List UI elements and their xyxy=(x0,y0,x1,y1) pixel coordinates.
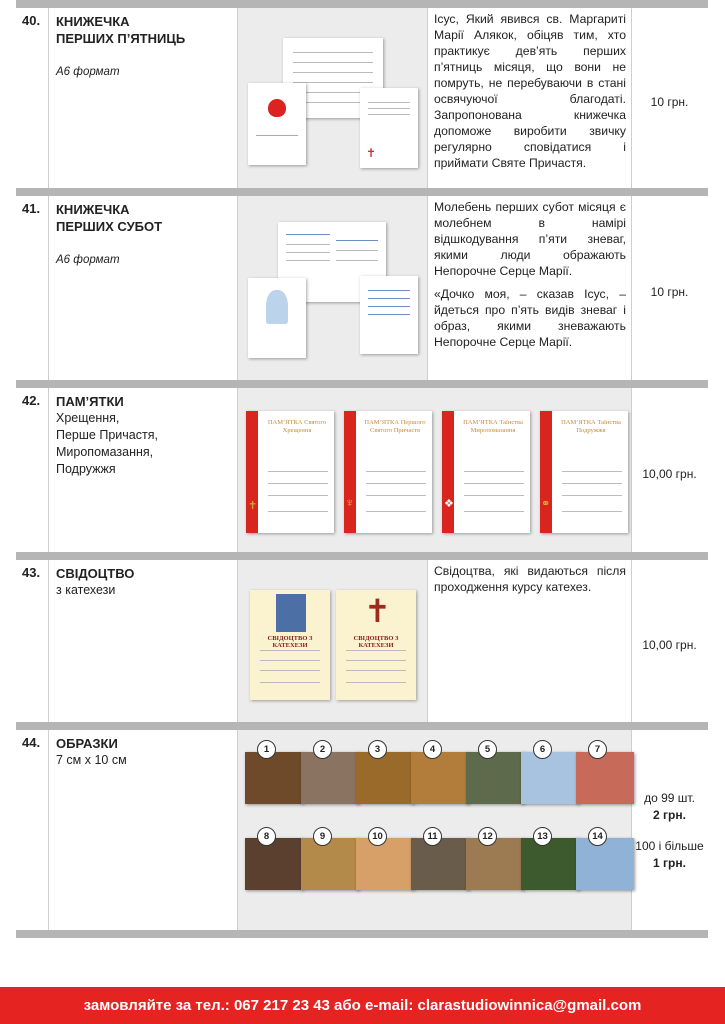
item-row-42 xyxy=(16,388,708,552)
icon-card-saint xyxy=(466,838,524,890)
item-price: 10,00 грн. xyxy=(642,467,697,481)
icon-card-sorrowful-mother xyxy=(245,838,303,890)
memo-card: ПАМ’ЯТКА Першого Святого Причастя ♆ xyxy=(344,411,432,533)
item-price: 10,00 грн. xyxy=(642,638,697,652)
icon-number-badge: 11 xyxy=(423,827,442,846)
row-separator xyxy=(16,722,708,730)
item-row-40 xyxy=(16,8,708,188)
icon-number-badge: 6 xyxy=(533,740,552,759)
item-title: ОБРАЗКИ 7 см х 10 см xyxy=(56,736,127,767)
icon-card-sacred-heart xyxy=(301,752,359,804)
item-title: КНИЖЕЧКА ПЕРШИХ СУБОТ xyxy=(56,202,163,234)
icon-number-badge: 5 xyxy=(478,740,497,759)
row-separator xyxy=(16,552,708,560)
item-description: Молебень перших субот місяця є молебнем в намірі відшкодування п’яти зневаг, якими люди ображають Непорочне Серце Марії. «Дочко моя, – сказав Ісус, – йдеться про п’ять видів зневаг і образ, якими зневажають Непорочне Серце Марії. xyxy=(434,200,626,349)
sacred-heart-icon xyxy=(268,99,286,117)
product-image xyxy=(238,730,631,930)
icon-card-padre-pio xyxy=(521,838,579,890)
icon-number-badge: 2 xyxy=(313,740,332,759)
memo-card: ПАМ’ЯТКА Таїнства Подружжя ⚭ xyxy=(540,411,628,533)
cross-icon: ✝ xyxy=(366,146,377,160)
product-image xyxy=(238,388,631,552)
icon-number-badge: 3 xyxy=(368,740,387,759)
icon-card-immaculate-heart xyxy=(576,752,634,804)
item-number: 42. xyxy=(22,393,41,408)
icon-card-st-anthony xyxy=(466,752,524,804)
icon-number-badge: 8 xyxy=(257,827,276,846)
item-format: А6 формат xyxy=(56,254,120,266)
item-description: Ісус, Який явився св. Маргариті Марії Алякок, обіцяв тим, хто практикує дев’ять перших п’ятниць місяця, що вони не помруть, не перебуваючи в стані освячуючої благодаті. Запропонована книжечка допоможе виробити звичку регулярно сповідатися і приймати Святе Причастя. xyxy=(434,12,626,170)
item-title: КНИЖЕЧКА ПЕРШИХ П’ЯТНИЦЬ xyxy=(56,14,186,46)
item-description: Свідоцтва, які видаються після проходження курсу катехез. xyxy=(434,564,626,594)
item-number: 44. xyxy=(22,735,41,750)
item-title: СВІДОЦТВО з катехези xyxy=(56,566,135,597)
icon-number-badge: 10 xyxy=(368,827,387,846)
item-title: ПАМ’ЯТКИ Хрещення, Перше Причастя, Миропомазання, Подружжя xyxy=(56,394,158,476)
icon-number-badge: 1 xyxy=(257,740,276,759)
icon-card-pope xyxy=(411,752,469,804)
icon-number-badge: 14 xyxy=(588,827,607,846)
icon-number-badge: 12 xyxy=(478,827,497,846)
san-damiano-cross-icon: ✝ xyxy=(364,593,391,629)
product-image xyxy=(238,8,427,188)
icon-number-badge: 7 xyxy=(588,740,607,759)
item-number: 43. xyxy=(22,565,41,580)
certificate-card: ✝ СВІДОЦТВО З КАТЕХЕЗИ xyxy=(336,590,416,700)
item-row-41 xyxy=(16,196,708,380)
item-row-44 xyxy=(16,730,708,930)
item-row-43 xyxy=(16,560,708,722)
order-contact-footer: замовляйте за тел.: 067 217 23 43 або e-mail: clarastudiowinnica@gmail.com xyxy=(0,987,725,1024)
product-image xyxy=(238,196,427,380)
memo-card: ПАМ’ЯТКА Святого Хрещення ✝ xyxy=(246,411,334,533)
icon-number-badge: 4 xyxy=(423,740,442,759)
item-number: 41. xyxy=(22,201,41,216)
row-separator xyxy=(16,380,708,388)
item-number: 40. xyxy=(22,13,41,28)
icon-card-archangel xyxy=(245,752,303,804)
icon-card-infant-jesus xyxy=(356,838,414,890)
row-separator xyxy=(16,188,708,196)
rings-icon: ⚭ xyxy=(541,498,551,510)
icon-card-christ-king xyxy=(356,752,414,804)
icon-card-holy-family xyxy=(411,838,469,890)
icon-card-mary xyxy=(521,752,579,804)
mary-figure-icon xyxy=(266,290,288,324)
item-price-tiers: до 99 шт. 2 грн. 100 і більше 1 грн. xyxy=(635,791,704,870)
certificate-card: СВІДОЦТВО З КАТЕХЕЗИ xyxy=(250,590,330,700)
row-separator xyxy=(16,0,708,8)
row-separator xyxy=(16,930,708,938)
chalice-icon: ♆ xyxy=(345,495,355,510)
item-price: 10 грн. xyxy=(650,95,689,109)
icon-number-badge: 9 xyxy=(313,827,332,846)
icon-card-our-lady xyxy=(576,838,634,890)
baptism-icon: ✝ xyxy=(248,500,258,512)
icon-number-badge: 13 xyxy=(533,827,552,846)
item-price: 10 грн. xyxy=(650,285,689,299)
product-image xyxy=(238,560,427,722)
dove-icon: ❖ xyxy=(444,498,454,510)
item-format: А6 формат xyxy=(56,66,120,78)
memo-card: ПАМ’ЯТКА Таїнства Миропомазання ❖ xyxy=(442,411,530,533)
icon-card-st-joseph xyxy=(301,838,359,890)
holy-family-icon xyxy=(276,594,306,632)
